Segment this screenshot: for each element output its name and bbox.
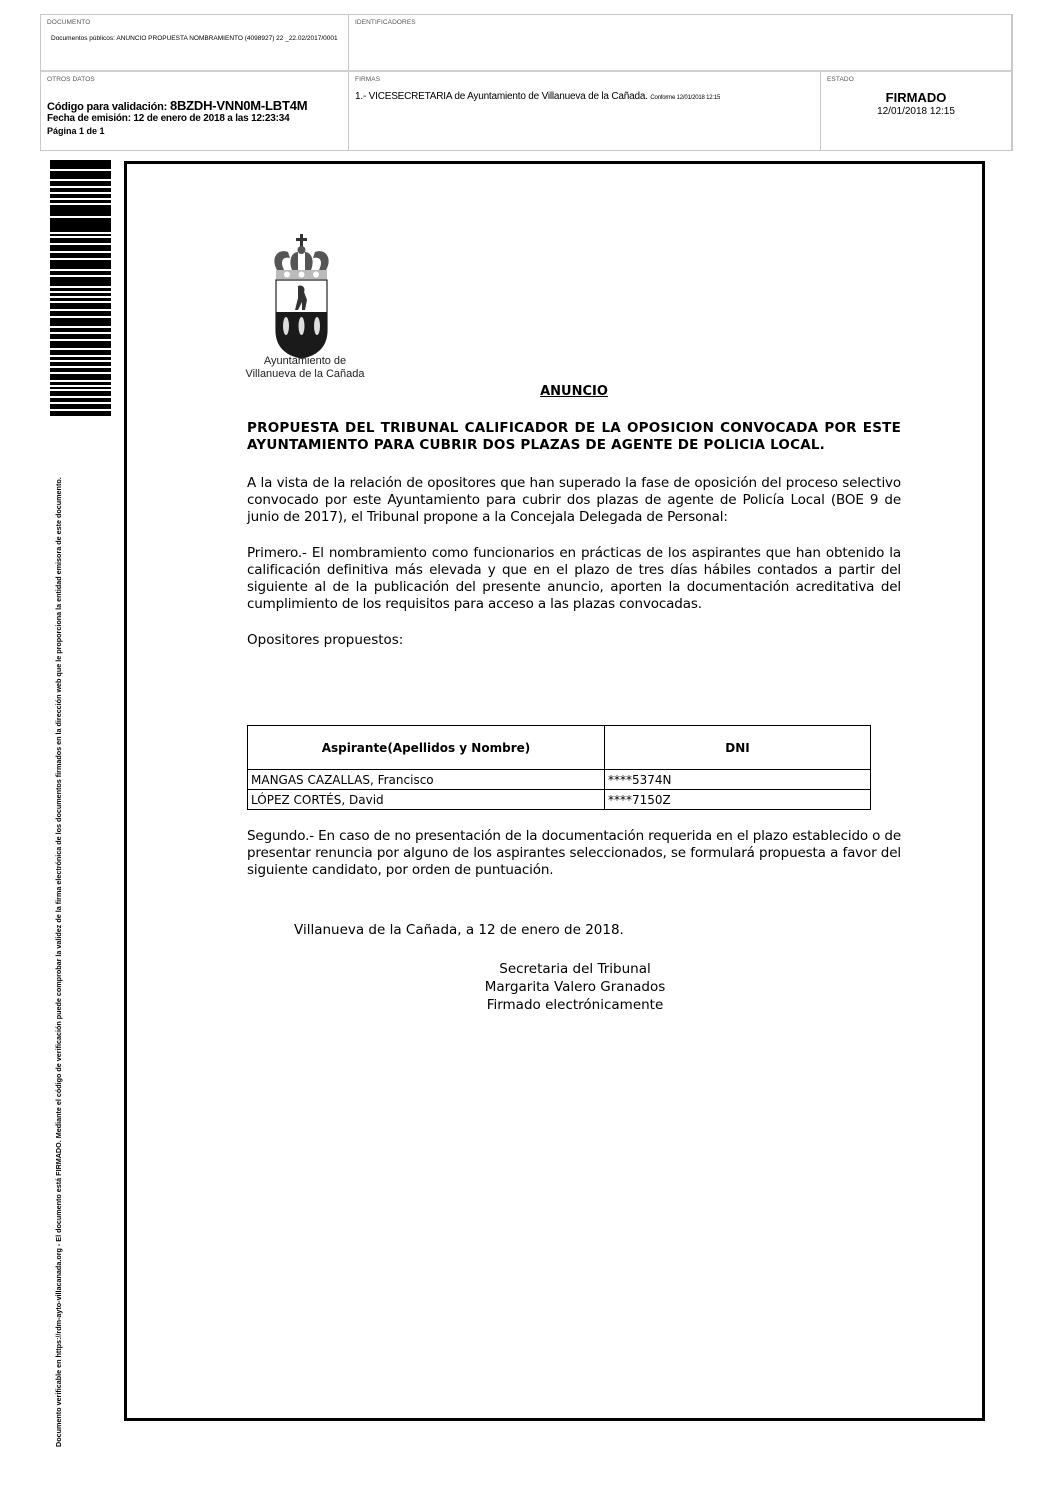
barcode-bar [50,288,111,291]
intro-paragraph: A la vista de la relación de opositores que han superado la fase de oposición del proceso selectivo convocado por este Ayuntamiento para cubrir dos plazas de agente de Policía Local (BOE 9 de junio de 2017), el Tribunal propone a la Concejala Delegada de Personal: [247,475,901,525]
logo-caption [220,355,390,381]
barcode-bar [50,160,111,169]
barcode-bar [50,328,111,332]
documento-label: DOCUMENTO [47,19,91,26]
barcode-bar [50,234,111,236]
identificadores-cell [349,15,1012,70]
signature-role: Secretaria del Tribunal [499,961,651,977]
status-badge: FIRMADO [885,90,947,105]
otros-datos-label: OTROS DATOS [47,76,95,83]
barcode-bar [50,293,111,296]
validation-code: 8BZDH-VNN0M-LBT4M [169,98,308,113]
estado-label: ESTADO [827,76,854,83]
page-count: Página 1 de 1 [47,126,105,136]
table-header-row [248,726,871,770]
signature-name: Margarita Valero Granados [484,979,666,995]
column-header-aspirante: Aspirante(Apellidos y Nombre) [248,726,605,770]
barcode-bar [50,398,111,402]
barcode-bar [50,253,111,258]
firmas-label: FIRMAS [355,76,381,83]
cell-aspirante: LÓPEZ CORTÉS, David [248,790,605,810]
estado-cell [821,72,1012,150]
validation-code-line [47,98,307,113]
issue-date: Fecha de emisión: 12 de enero de 2018 a las 12:23:34 [47,113,290,124]
barcode-bar [50,260,111,269]
document-subtitle: PROPUESTA DEL TRIBUNAL CALIFICADOR DE LA OPOSICION CONVOCADA POR ESTE AYUNTAMIENTO PARA CUBRIR DOS PLAZAS DE AGENTE DE POLICIA LOCAL. [247,420,901,453]
otros-datos-cell [41,72,349,150]
cell-dni: ****5374N [605,770,871,790]
column-header-dni: DNI [605,726,871,770]
logo-caption-line2: Villanueva de la Cañada [245,368,365,380]
barcode-bar [50,245,111,251]
barcode-bar [50,404,111,409]
barcode-bar [50,303,111,309]
barcode-bar [50,368,111,372]
verification-vertical-text: Documento verificable en https://rdm-ayto-villacanada.org - El documento está FIRMADO. Mediante el código de verificación puede comprobar la validez de la firma electrónica de los documentos firmados en la dirección web que le proporciona la entidad emisora de este documento. [54,477,63,1447]
barcode-bar [50,271,111,275]
validation-code-label: Código para validación: [47,101,168,113]
document-metadata-header [40,14,1013,151]
barcode-bar [50,238,111,243]
opositores-label: Opositores propuestos: [247,632,404,648]
barcode-bar [50,277,111,286]
barcode-bar [50,411,111,416]
logo-caption-line1: Ayuntamiento de [263,355,347,367]
table-row [248,790,871,810]
segundo-paragraph: Segundo.- En caso de no presentación de la documentación requerida en el plazo establecido o de presentar renuncia por alguno de los aspirantes seleccionados, se formulará propuesta a favor del siguiente candidato, por orden de puntuación. [247,828,901,878]
candidates-table [247,725,871,810]
status-date: 12/01/2018 12:15 [877,106,955,117]
documento-cell [41,15,349,70]
barcode-bar [50,374,111,380]
signature-entry-detail: Conforme 12/01/2018 12:15 [650,95,721,101]
barcode-bar [50,382,111,385]
signature-entry-text: 1.- VICESECRETARIA de Ayuntamiento de Villanueva de la Cañada. [355,91,648,102]
barcode-bar [50,298,111,301]
primero-paragraph: Primero.- El nombramiento como funcionarios en prácticas de los aspirantes que han obtenido la calificación definitiva más elevada y que en el plazo de tres días hábiles contados a partir del siguiente al de la publicación del presente anuncio, aporten la documentación acreditativa del cumplimiento de los requisitos para acceso a las plazas convocadas. [247,545,901,612]
firmas-cell [349,72,821,150]
barcode-bar [50,391,111,396]
barcode-bar [50,194,111,198]
barcode-bar [50,341,111,348]
identificadores-label: IDENTIFICADORES [355,19,416,26]
barcode-bar [50,171,111,179]
signature-block [440,960,710,1014]
barcode-bar [50,218,111,232]
barcode-bar [50,362,111,366]
table-row [248,770,871,790]
barcode-bar [50,205,111,216]
barcode-bar [50,334,111,339]
barcode-bar [50,350,111,355]
barcode-bar [50,357,111,360]
signature-note: Firmado electrónicamente [486,997,664,1013]
documento-value: Documentos públicos: ANUNCIO PROPUESTA NOMBRAMIENTO (4098927) 22 _22.02/2017/0001 [51,35,338,42]
barcode-bar [50,200,111,203]
barcode-bar [50,181,111,186]
barcode-bar [50,318,111,326]
barcode-bar [50,387,111,389]
cell-dni: ****7150Z [605,790,871,810]
page-title: ANUNCIO [540,384,608,399]
barcode-icon [50,160,111,416]
cell-aspirante: MANGAS CAZALLAS, Francisco [248,770,605,790]
barcode-bar [50,311,111,316]
document-body [247,380,901,648]
signature-entry [355,91,720,102]
place-and-date: Villanueva de la Cañada, a 12 de enero de 2018. [294,922,624,938]
barcode-bar [50,188,111,192]
